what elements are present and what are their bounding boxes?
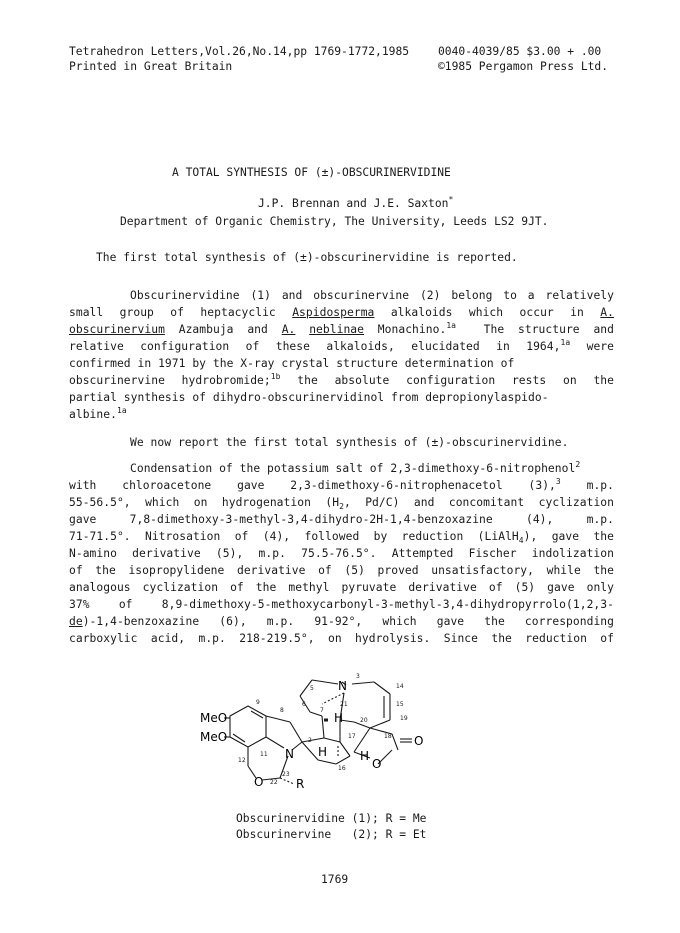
p1-line-7: partial synthesis of dihydro-obscurinervidinol from depropionylaspido-: [69, 391, 549, 404]
atom-number: 19: [400, 715, 408, 722]
printed-in: Printed in Great Britain: [69, 60, 233, 73]
atom-number: 11: [260, 751, 268, 758]
r-group-label: R: [296, 777, 305, 791]
page-number: 1769: [321, 873, 349, 886]
benzene-ring: [230, 706, 266, 747]
p3-line-3: 55-56.5°, which on hydrogenation ($H_2$, Pd/C) and concomitant cyclization: [69, 496, 614, 511]
oxazine-oxygen-label: O: [254, 775, 264, 789]
atom-number: 15: [396, 701, 404, 708]
atom-number: 14: [396, 683, 404, 690]
copyright: ©1985 Pergamon Press Ltd.: [438, 60, 609, 73]
p3-line-2: with chloroacetone gave 2,3-dimethoxy-6-nitrophenacetol (3),$^3$ m.p.: [69, 477, 614, 492]
p1-line-4: relative configuration of these alkaloids, elucidated in 1964,$^{1a}$ were: [69, 338, 615, 353]
atom-number: 8: [280, 707, 284, 714]
p1-line-6: obscurinervine hydrobromide;$^{1b}$ the absolute configuration rests on the: [69, 372, 614, 387]
atom-number: 5: [310, 685, 314, 692]
p3-line-6: N-amino derivative (5), m.p. 75.5-76.5°. Attempted Fischer indolization: [69, 547, 614, 560]
p3-line-10: de)-1,4-benzoxazine (6), m.p. 91-92°, which gave the corresponding: [69, 615, 614, 628]
p3-line-4: gave 7,8-dimethoxy-3-methyl-3,4-dihydro-2H-1,4-benzoxazine (4), m.p.: [69, 513, 614, 526]
hydrogen-label-c: H: [360, 749, 370, 763]
p3-line-9: 37% of 8,9-dimethoxy-5-methoxycarbonyl-3-methyl-3,4-dihydropyrrolo(1,2,3-: [69, 598, 614, 611]
authors: J.P. Brennan and J.E. Saxton*: [258, 195, 454, 210]
hydrogen-label-a: H: [334, 711, 344, 725]
atom-number: 17: [348, 733, 356, 740]
carbonyl-oxygen-label: O: [414, 734, 424, 748]
p1-line-5: confirmed in 1971 by the X-ray crystal structure determination of: [69, 357, 515, 370]
atom-number: 23: [282, 771, 290, 778]
atom-number: 3: [356, 673, 360, 680]
p1-line-3: obscurinervium Azambuja and A. neblinae Monachino.$^{1a}$ The structure and: [69, 321, 614, 336]
p3-line-5: 71-71.5°. Nitrosation of (4), followed by reduction (LiAlH$_4$), gave the: [69, 530, 614, 545]
p2-line: We now report the first total synthesis of (±)-obscurinervidine.: [130, 436, 569, 449]
hydrogen-label-b: H: [318, 745, 328, 759]
nitrogen-bottom-label: N: [285, 747, 294, 761]
issn-price: 0040-4039/85 $3.00 + .00: [438, 45, 602, 58]
atom-number: 6: [302, 701, 306, 708]
obscurinervidine-structure: [190, 660, 450, 800]
p3-line-11: carboxylic acid, m.p. 218-219.5°, on hydrolysis. Since the reduction of: [69, 632, 614, 645]
nitrogen-top-label: N: [338, 679, 347, 693]
atom-number: 2: [308, 737, 312, 744]
abstract: The first total synthesis of (±)-obscurinervidine is reported.: [96, 251, 518, 264]
atom-number: 20: [360, 717, 368, 724]
atom-number: 16: [338, 765, 346, 772]
p3-line-8: analogous cyclization of the methyl pyruvate derivative of (5) gave only: [69, 581, 614, 594]
atom-number: 21: [340, 701, 348, 708]
atom-number: 22: [270, 779, 278, 786]
atom-number: 12: [238, 757, 246, 764]
p1-line-1: Obscurinervidine (1) and obscurinervine (2) belong to a relatively: [130, 289, 614, 302]
caption-obscurinervine: Obscurinervine (2); R = Et: [236, 828, 427, 841]
genus-aspidosperma: Aspidosperma: [292, 306, 375, 319]
p1-line-8: albine.$^{1a}$: [69, 406, 127, 421]
lactone-oxygen-label: O: [372, 757, 382, 771]
affiliation: Department of Organic Chemistry, The University, Leeds LS2 9JT.: [120, 215, 549, 228]
paper-title: A TOTAL SYNTHESIS OF (±)-OBSCURINERVIDINE: [172, 166, 451, 179]
p3-line-1: Condensation of the potassium salt of 2,3-dimethoxy-6-nitrophenol$^2$: [130, 460, 581, 475]
atom-number: 7: [320, 707, 324, 714]
p3-line-7: of the isopropylidene derivative of (5) proved unsatisfactory, while the: [69, 564, 614, 577]
p1-line-2: small group of heptacyclic Aspidosperma alkaloids which occur in A.: [69, 306, 614, 319]
journal-citation: Tetrahedron Letters,Vol.26,No.14,pp 1769-1772,1985: [69, 45, 410, 58]
atom-number: 9: [256, 699, 260, 706]
methoxy-top-label: MeO: [200, 711, 228, 725]
caption-obscurinervidine: Obscurinervidine (1); R = Me: [236, 812, 427, 825]
methoxy-bottom-label: MeO: [200, 730, 228, 744]
corresponding-author-mark: *: [448, 195, 454, 204]
atom-number: 18: [384, 733, 392, 740]
